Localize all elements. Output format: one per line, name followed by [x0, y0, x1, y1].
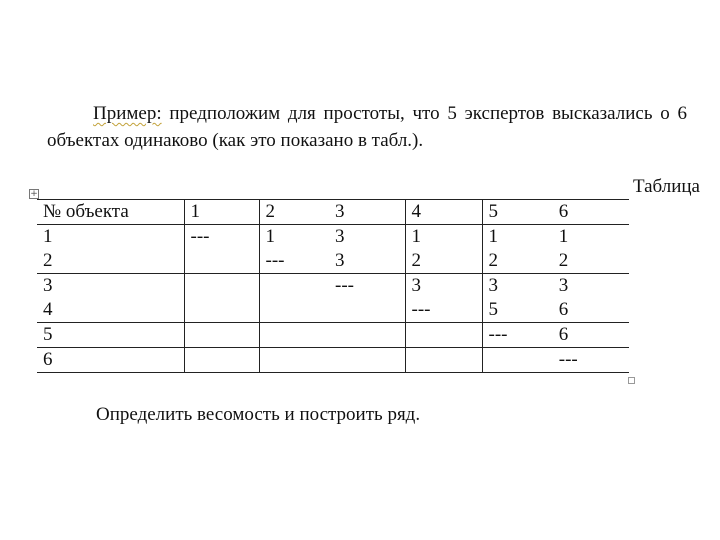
- table-cell: [259, 348, 405, 373]
- table-row: [37, 225, 629, 274]
- table-cell: ---: [259, 274, 405, 323]
- table-resize-handle[interactable]: [628, 377, 635, 384]
- table-cell: [405, 323, 482, 348]
- table-cell: 3 3 5 6: [482, 274, 629, 323]
- table-cell: 1 3 --- 3: [259, 225, 405, 274]
- table-cell: ---: [482, 348, 629, 373]
- table-cell: --- 6: [482, 323, 629, 348]
- table-cell: [405, 348, 482, 373]
- table-cell: 1 1 2 2: [482, 225, 629, 274]
- table-cell: [259, 323, 405, 348]
- row-numbers: 1 2: [37, 225, 184, 274]
- header-col-5-6: 5 6: [482, 200, 629, 225]
- table-cell: 1 2: [405, 225, 482, 274]
- table-row: [37, 348, 629, 373]
- table-cell: [184, 274, 259, 323]
- header-object-number: № объекта: [37, 200, 184, 225]
- table-row: [37, 323, 629, 348]
- table-header-row: [37, 200, 629, 225]
- header-col-4: 4: [405, 200, 482, 225]
- intro-paragraph: [47, 100, 687, 154]
- table-move-handle-icon[interactable]: +: [30, 189, 38, 199]
- table-cell: ---: [184, 225, 259, 274]
- task-text: Определить весомость и построить ряд.: [96, 404, 421, 425]
- objects-table: [37, 199, 629, 373]
- intro-text: предположим для простоты, что 5 экспертов высказались о 6 объектах одинаково (как это показано в табл.).: [47, 103, 687, 151]
- table-row: [37, 274, 629, 323]
- header-col-2-3: 2 3: [259, 200, 405, 225]
- table-caption: Таблица: [632, 176, 700, 197]
- table-cell: 3 ---: [405, 274, 482, 323]
- row-numbers: 6: [37, 348, 184, 373]
- row-numbers: 5: [37, 323, 184, 348]
- row-numbers: 3 4: [37, 274, 184, 323]
- table-cell: [184, 348, 259, 373]
- header-col-1: 1: [184, 200, 259, 225]
- example-label: Пример:: [93, 103, 162, 124]
- table-cell: [184, 323, 259, 348]
